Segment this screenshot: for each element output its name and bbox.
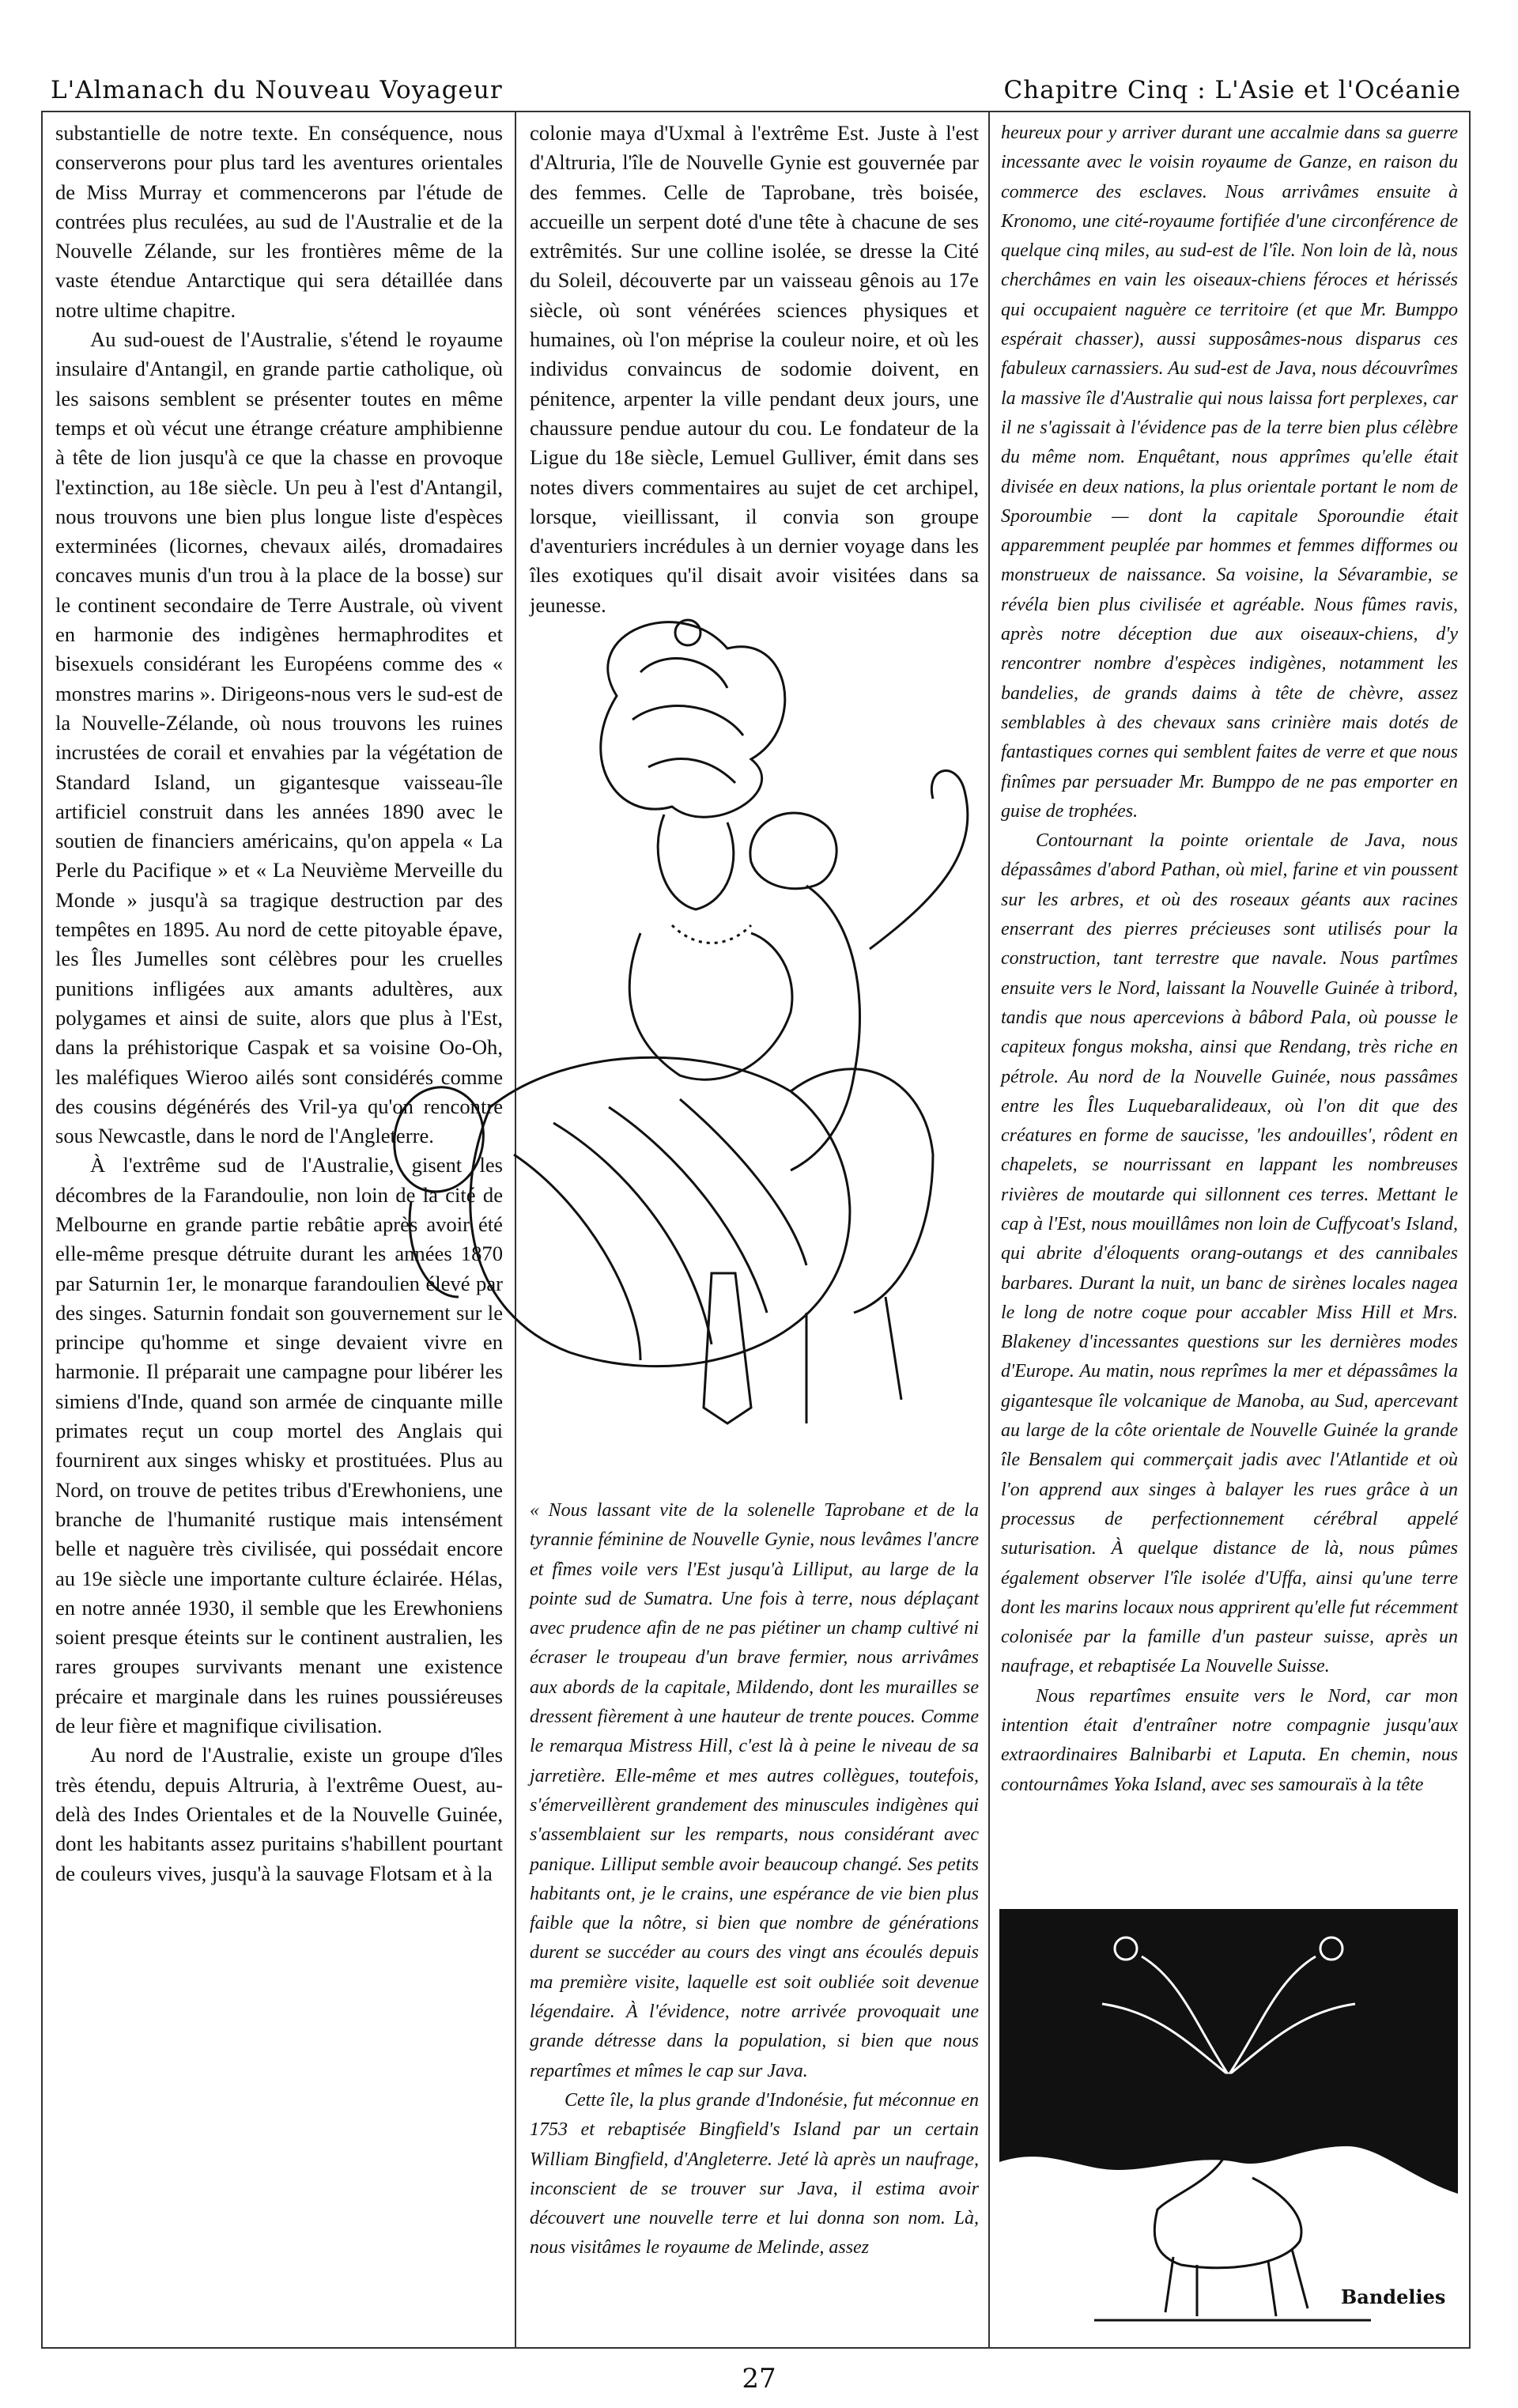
paragraph: Nous repartîmes ensuite vers le Nord, car mon intention était d'entraîner notre compagnie jusqu'aux extraordinaires Balnibarbi et Laputa. En chemin, nous contournâmes Yoka Island, avec ses samouraïs à la tête [1001,1685,1458,1795]
paragraph: Au sud-ouest de l'Australie, s'étend le royaume insulaire d'Antangil, en grande partie catholique, où les saisons semblent se présenter toutes en même temps et où vécut une étrange créature amphibienne à tête de lion jusqu'à ce que la chasse en provoque l'extinction, au 18e siècle. Un peu à l'est d'Antangil, nous trouvons une bien plus longue liste d'espèces exterminées (licornes, chevaux ailés, dromadaires concaves munis d'un trou à la place de la bosse) sur le continent secondaire de Terre Australe, où vivent en harmonie des indigènes hermaphrodites et bisexuels considérant les Européens comme des « monstres marins ». Dirigeons-nous vers le sud-est de la Nouvelle-Zélande, où nous trouvons les ruines incrustées de corail et envahies par la végétation de Standard Island, un gigantesque vaisseau-île artificiel construit dans les années 1890 avec le soutien de financiers américains, qu'on appela « La Perle du Pacifique » et « La Neuvième Merveille du Monde » jusqu'à sa tragique destruction par des tempêtes en 1895. Au nord de cette pitoyable épave, les Îles Jumelles sont célèbres pour les cruelles punitions infligées aux amants adultères, aux polygames et ainsi de suite, alors que plus à l'Est, dans la préhistorique Caspak et sa voisine Oo-Oh, les maléfiques Wieroo ailés sont considérés comme des cousins dégénérés des Vril-ya qu'on rencontre sous Newcastle, dans le nord de l'Angleterre. [55,327,503,1148]
header-chapter-title: Chapitre Cinq : L'Asie et l'Océanie [1003,76,1461,104]
paragraph: substantielle de notre texte. En conséquence, nous conserverons pour plus tard les aventures orientales de Miss Murray et commencerons par l'étude de contrées plus reculées, au sud de l'Australie et de la Nouvelle Zélande, sur les frontières même de la vaste étendue Antarctique qui sera détaillée dans notre ultime chapitre. [55,121,503,322]
illustration-lady-and-monkey [380,601,1004,1495]
paragraph: Au nord de l'Australie, existe un groupe d'îles très étendu, depuis Altruria, à l'extrême Ouest, au-delà des Indes Orientales et de la Nouvelle Guinée, dont les habitants assez puritains s'habillent pourtant de couleurs vives, jusqu'à la sauvage Flotsam et à la [55,1743,503,1885]
text-column-middle [530,119,979,620]
text-column-right [1001,119,1458,1800]
paragraph: À l'extrême sud de l'Australie, gisent les décombres de la Farandoulie, non loin de la cité de Melbourne en grande partie rebâtie après avoir été elle-même presque détruite durant les années 1870 par Saturnin 1er, le monarque farandoulien élevé par des singes. Saturnin fondait son gouvernement sur le principe qu'homme et singe devaient vivre en harmonie. Il préparait une campagne pour libérer les simiens d'Inde, quand son armée de cinquante mille primates reçut un coup mortel des Anglais qui fournirent aux singes whisky et prostituées. Plus au Nord, on trouve de petites tribus d'Erewhoniens, une branche de l'humanité rustique mais intensément belle et naguère très civilisée, qui possédait encore au 19e siècle une importante culture éclairée. Hélas, en notre année 1930, il semble que les Erewhoniens soient presque éteints sur le continent australien, les rares groupes survivants menant une existence précaire et marginale dans les ruines poussiéreuses de leur fière et magnifique civilisation. [55,1153,503,1738]
illustration-caption: Bandelies [1341,2285,1446,2308]
paragraph: colonie maya d'Uxmal à l'extrême Est. Juste à l'est d'Altruria, l'île de Nouvelle Gynie est gouvernée par des femmes. Celle de Taprobane, très boisée, accueille un serpent doté d'une tête à chacune de ses extrêmités. Sur une colline isolée, se dresse la Cité du Soleil, découverte par un vaisseau gênois au 17e siècle, où sont vénérées sciences physiques et humaines, où l'on méprise la couleur noire, et où les individus convaincus de sodomie doivent, en pénitence, arpenter la ville pendant deux jours, une chaussure pendue autour du cou. Le fondateur de la Ligue du 18e siècle, Lemuel Gulliver, émit dans ses notes divers commentaires au sujet de cet archipel, lorsque, vieillissant, il convia son groupe d'aventuriers incrédules à un dernier voyage dans les îles exotiques qu'il disait avoir visitées dans sa jeunesse. [530,121,979,617]
paragraph: Contournant la pointe orientale de Java, nous dépassâmes d'abord Pathan, où miel, farine et vin poussent sur les arbres, et où des roseaux géants aux racines enserrant des pierres précieuses sont utilisés pour la construction, tant terrestre que navale. Nous partîmes ensuite vers le Nord, laissant la Nouvelle Guinée à tribord, tandis que nous apercevions à bâbord Pala, où pousse le capiteux fongus moksha, ainsi que Rendang, très riche en pétrole. Au nord de la Nouvelle Guinée, nous passâmes entre les Îles Luquebaralideaux, où l'on dit que des créatures en forme de saucisse, 'les andouilles', rôdent en chapelets, se nourrissant en lappant les nombreuses rivières de moutarde qui sillonnent ces terres. Mettant le cap à l'Est, nous mouillâmes non loin de Cuffycoat's Island, qui abrite d'éloquents orang-outangs et des cannibales barbares. Durant la nuit, un banc de sirènes locales nagea le long de notre coque pour accabler Miss Hill et Mrs. Blakeney d'incessantes questions sur les dernières modes d'Europe. Au matin, nous reprîmes la mer et dépassâmes la gigantesque île volcanique de Manoba, au Sud, apercevant au large de la côte orientale de Nouvelle Guinée la grande île Bensalem qui commerçait jadis avec l'Atlantide et où l'on apprend aux singes à balayer les rues grâce à un processus de perfectionnement cérébral appelé suturisation. À quelque distance de là, nous pûmes également observer l'île isolée d'Uffa, ainsi qu'une terre dont les marins locaux nous apprirent qu'elle fut récemment colonisée par la famille d'un pasteur suisse, après un naufrage, et rebaptisée La Nouvelle Suisse. [1001,830,1458,1677]
text-column-middle-quote [530,1496,979,2263]
illustration-bandelies [999,1909,1458,2328]
paragraph-quote: Cette île, la plus grande d'Indonésie, fut méconnue en 1753 et rebaptisée Bingfield's Island par un certain William Bingfield, d'Angleterre. Jeté là après un naufrage, inconscient de se trouver sur Java, il estima avoir découvert une nouvelle terre et lui donna son nom. Là, nous visitâmes le royaume de Melinde, assez [530,2089,979,2259]
paragraph-quote: « Nous lassant vite de la solenelle Taprobane et de la tyrannie féminine de Nouvelle Gynie, nous levâmes l'ancre et fîmes voile vers l'Est jusqu'à Lilliput, au large de la pointe sud de Sumatra. Une fois à terre, nous déplaçant avec prudence afin de ne pas piétiner un champ cultivé ni écraser le troupeau d'un brave fermier, nous arrivâmes aux abords de la capitale, Mildendo, dont les murailles se dressent fièrement à une hauteur de trente pouces. Comme le remarqua Mistress Hill, c'est là à peine le niveau de sa jarretière. Elle-même et mes autres collègues, toutefois, s'émerveillèrent grandement des minuscules indigènes qui s'assemblaient sur les remparts, nous considérant avec panique. Lilliput semble avoir beaucoup changé. Ses petits habitants ont, je le crains, une espérance de vie bien plus faible que la nôtre, si bien que nombre de générations durent se succéder au cours des vingt ans écoulés depuis ma première visite, laquelle est soit oubliée soit devenue légendaire. À l'évidence, notre arrivée provoquait une grande détresse dans la population, si bien que nous repartîmes et mîmes le cap sur Java. [530,1500,979,2081]
header-book-title: L'Almanach du Nouveau Voyageur [51,76,503,104]
page-number: 27 [742,2363,776,2395]
paragraph: heureux pour y arriver durant une accalmie dans sa guerre incessante avec le voisin royaume de Ganze, en raison du commerce des esclaves. Nous arrivâmes ensuite à Kronomo, une cité-royaume fortifiée d'une circonférence de quelque cinq miles, au sud-est de l'île. Non loin de là, nous cherchâmes en vain les oiseaux-chiens féroces et hérissés qui occupaient naguère ce territoire (et que Mr. Bumppo espérait chasser), aussi supposâmes-nous disparus ces fabuleux carnassiers. Au sud-est de Java, nous découvrîmes la massive île d'Australie qui nous laissa fort perplexes, car il ne s'agissait à l'évidence pas de la terre bien plus célèbre du même nom. Enquêtant, nous apprîmes qu'elle était divisée en deux nations, la plus orientale portant le nom de Sporoumbie — dont la capitale Sporoundie était apparemment peuplée par hommes et femmes difformes ou monstrueux de naissance. Sa voisine, la Sévarambie, se révéla bien plus civilisée et agréable. Nous fûmes ravis, après notre déception due aux oiseaux-chiens, d'y rencontrer nombre d'espèces indigènes, notamment les bandelies, de grands daims à tête de chèvre, assez semblables à des chevaux sans crinière mais dotés de fantastiques cornes qui semblent faites de verre et que nous finîmes par persuader Mr. Bumppo de ne pas emporter en guise de trophées. [1001,123,1458,822]
running-header [41,76,1471,111]
